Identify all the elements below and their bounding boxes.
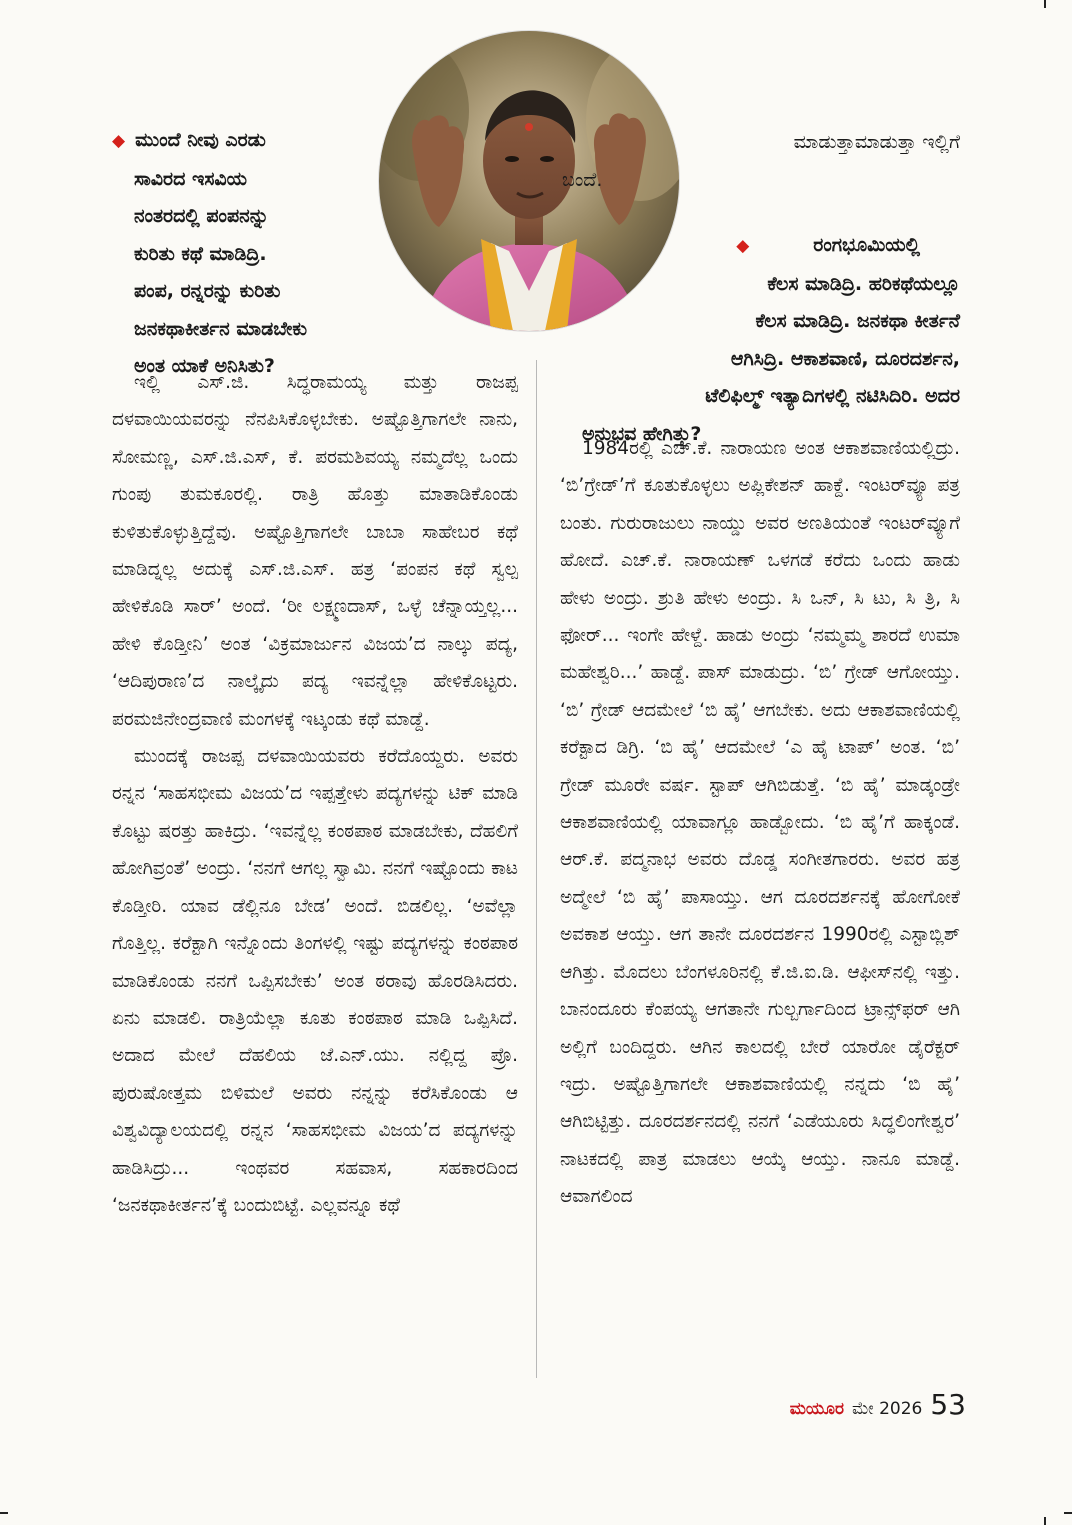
issue-date: ಮೇ 2026 [851,1399,923,1419]
crop-mark-bottom [1044,1517,1046,1525]
answer-1-column [112,364,518,1224]
answer-2-paragraph: 1984ರಲ್ಲಿ ಎಚ್.ಕೆ. ನಾರಾಯಣ ಅಂತ ಆಕಾಶವಾಣಿಯಲ್ಲಿದ್ರು. ‘ಬಿ’ಗ್ರೇಡ್’ಗೆ ಕೂತುಕೊಳ್ಳಲು ಅಪ್ಲಿಕೇಶನ್ ಹಾಕ್ದೆ. ಇಂಟರ್‌ವ್ಯೂ ಪತ್ರ ಬಂತು. ಗುರುರಾಜುಲು ನಾಯ್ಡು ಅವರ ಅಣತಿಯಂತೆ ಇಂಟರ್‌ವ್ಯೂಗೆ ಹೋದೆ. ಎಚ್.ಕೆ. ನಾರಾಯಣ್ ಒಳಗಡೆ ಕರೆದು ಒಂದು ಹಾಡು ಹೇಳು ಅಂದ್ರು. ಶ್ರುತಿ ಹೇಳು ಅಂದ್ರು. ಸಿ ಒನ್, ಸಿ ಟು, ಸಿ ತ್ರಿ, ಸಿ ಫೋರ್... ಇಂಗೇ ಹೇಳ್ದೆ. ಹಾಡು ಅಂದ್ರು ‘ನಮ್ಮಮ್ಮ ಶಾರದೆ ಉಮಾ ಮಹೇಶ್ವರಿ...’ ಹಾಡ್ದೆ. ಪಾಸ್ ಮಾಡುದ್ರು. ‘ಬಿ’ ಗ್ರೇಡ್ ಆಗೋಯ್ತು. ‘ಬಿ’ ಗ್ರೇಡ್ ಆದಮೇಲೆ ‘ಬಿ ಹೈ’ ಆಗಬೇಕು. ಅದು ಆಕಾಶವಾಣಿಯಲ್ಲಿ ಕರೆಕ್ಟಾದ ಡಿಗ್ರಿ. ‘ಬಿ ಹೈ’ ಆದಮೇಲೆ ‘ಎ ಹೈ ಟಾಪ್’ ಅಂತ. ‘ಬಿ’ ಗ್ರೇಡ್ ಮೂರೇ ವರ್ಷ. ಸ್ಟಾಪ್ ಆಗಿಬಿಡುತ್ತೆ. ‘ಬಿ ಹೈ’ ಮಾಡ್ಕಂಡ್ರೇ ಆಕಾಶವಾಣಿಯಲ್ಲಿ ಯಾವಾಗ್ಲೂ ಹಾಡ್ಬೋದು. ‘ಬಿ ಹೈ’ಗೆ ಹಾಕ್ಕಂಡೆ. ಆರ್.ಕೆ. ಪದ್ಮನಾಭ ಅವರು ದೊಡ್ಡ ಸಂಗೀತಗಾರರು. ಅವರ ಹತ್ರ ಅದ್ಮೇಲೆ ‘ಬಿ ಹೈ’ ಪಾಸಾಯ್ತು. ಆಗ ದೂರದರ್ಶನಕ್ಕೆ ಹೋಗೋಕೆ ಅವಕಾಶ ಆಯ್ತು. ಆಗ ತಾನೇ ದೂರದರ್ಶನ 1990ರಲ್ಲಿ ಎಸ್ಟಾಬ್ಲಿಶ್ ಆಗಿತ್ತು. ಮೊದಲು ಬೆಂಗಳೂರಿನಲ್ಲಿ ಕೆ.ಜಿ.ಐ.ಡಿ. ಆಫೀಸ್‌ನಲ್ಲಿ ಇತ್ತು. ಬಾನಂದೂರು ಕೆಂಪಯ್ಯ ಆಗತಾನೇ ಗುಲ್ಬರ್ಗಾದಿಂದ ಟ್ರಾನ್ಸ್‌ಫರ್ ಆಗಿ ಅಲ್ಲಿಗೆ ಬಂದಿದ್ದರು. ಆಗಿನ ಕಾಲದಲ್ಲಿ ಬೇರೆ ಯಾರೋ ಡೈರೆಕ್ಟರ್ ಇದ್ರು. ಅಷ್ಟೊತ್ತಿಗಾಗಲೇ ಆಕಾಶವಾಣಿಯಲ್ಲಿ ನನ್ನದು ‘ಬಿ ಹೈ’ ಆಗಿಬಿಟ್ಟಿತ್ತು. ದೂರದರ್ಶನದಲ್ಲಿ ನನಗೆ ‘ಎಡೆಯೂರು ಸಿದ್ಧಲಿಂಗೇಶ್ವರ’ ನಾಟಕದಲ್ಲಿ ಪಾತ್ರ ಮಾಡಲು ಆಯ್ಕೆ ಆಯ್ತು. ನಾನೂ ಮಾಡ್ದೆ. ಆವಾಗಲಿಂದ [560,438,960,1208]
question-1 [112,122,392,386]
question-2 [560,227,960,453]
column-divider [536,360,537,1378]
question-1-line: ಪಂಪ, ರನ್ನರನ್ನು ಕುರಿತು [134,280,281,302]
question-1-line: ಜನಕಥಾಕೀರ್ತನ ಮಾಡಬೇಕು [134,317,307,340]
question-1-line: ಅಂತ ಯಾಕೆ ಅನಿಸಿತು? [134,355,275,377]
question-1-line: ನಂತರದಲ್ಲಿ ಪಂಪನನ್ನು [134,205,269,227]
diamond-bullet-icon: ◆ [736,236,750,256]
page-number: 53 [930,1388,966,1421]
question-2-line: ಕೆಲಸ ಮಾಡಿದ್ರಿ. ಜನಕಥಾ ಕೀರ್ತನೆ [755,310,960,332]
crop-mark-top [1044,0,1046,8]
question-2-line: ಕೆಲಸ ಮಾಡಿದ್ರಿ. ಹರಿಕಥೆಯಲ್ಲೂ [767,272,960,295]
question-2-line: ಆಗಿಸಿದ್ರಿ. ಆಕಾಶವಾಣಿ, ದೂರದರ್ಶನ, [730,347,960,370]
crop-mark-left [0,1512,8,1514]
answer-1-continuation [560,124,960,199]
page-footer [756,1388,966,1428]
diamond-bullet-icon: ◆ [112,131,126,151]
answer-2-column [560,430,960,1216]
question-1-line: ◆ ಮುಂದೆ ನೀವು ಎರಡು [112,129,266,151]
question-1-line: ಸಾವಿರದ ಇಸವಿಯ [134,167,248,190]
question-2-line: ಟೆಲಿಫಿಲ್ಮ್ ಇತ್ಯಾದಿಗಳಲ್ಲಿ ನಟಿಸಿದಿರಿ. ಅದರ [705,385,960,407]
answer-1-paragraph: ಇಲ್ಲಿ ಎಸ್.ಜಿ. ಸಿದ್ಧರಾಮಯ್ಯ ಮತ್ತು ರಾಜಪ್ಪ ದಳವಾಯಿಯವರನ್ನು ನೆನಪಿಸಿಕೊಳ್ಳಬೇಕು. ಅಷ್ಟೊತ್ತಿಗಾಗಲೇ ನಾನು, ಸೋಮಣ್ಣ, ಎಸ್.ಜಿ.ಎಸ್, ಕೆ. ಪರಮಶಿವಯ್ಯ ನಮ್ಮದೆಲ್ಲ ಒಂದು ಗುಂಪು ತುಮಕೂರಲ್ಲಿ. ರಾತ್ರಿ ಹೊತ್ತು ಮಾತಾಡಿಕೊಂಡು ಕುಳಿತುಕೊಳ್ಳುತ್ತಿದ್ದೆವು. ಅಷ್ಟೊತ್ತಿಗಾಗಲೇ ಬಾಬಾ ಸಾಹೇಬರ ಕಥೆ ಮಾಡಿದ್ನಲ್ಲ ಅದುಕ್ಕೆ ಎಸ್.ಜಿ.ಎಸ್. ಹತ್ರ ‘ಪಂಪನ ಕಥೆ ಸ್ವಲ್ಪ ಹೇಳಿಕೊಡಿ ಸಾರ್’ ಅಂದೆ. ‘ರೀ ಲಕ್ಷ್ಮಣದಾಸ್, ಒಳ್ಳೆ ಚೆನ್ನಾಯ್ತಲ್ಲ... ಹೇಳಿ ಕೊಡ್ತೀನಿ’ ಅಂತ ‘ವಿಕ್ರಮಾರ್ಜುನ ವಿಜಯ’ದ ನಾಲ್ಕು ಪದ್ಯ, ‘ಆದಿಪುರಾಣ’ದ ನಾಲ್ಕೈದು ಪದ್ಯ ಇವನ್ನೆಲ್ಲಾ ಹೇಳಿಕೊಟ್ಟರು. ಪರಮಜಿನೇಂದ್ರವಾಣಿ ಮಂಗಳಕ್ಕೆ ಇಟ್ಕಂಡು ಕಥೆ ಮಾಡ್ದೆ. [112,372,518,730]
question-2-line: ಅನುಭವ ಹೇಗಿತ್ತು? [582,422,702,445]
question-1-line: ಕುರಿತು ಕಥೆ ಮಾಡಿದ್ರಿ. [134,242,267,265]
continuation-line: ಬಂದೆ. [562,168,603,191]
question-2-line: ◆ ರಂಗಭೂಮಿಯಲ್ಲಿ [736,234,920,256]
answer-1-paragraph: ಮುಂದಕ್ಕೆ ರಾಜಪ್ಪ ದಳವಾಯಿಯವರು ಕರೆದೊಯ್ದರು. ಅವರು ರನ್ನನ ‘ಸಾಹಸಭೀಮ ವಿಜಯ’ದ ಇಪ್ಪತ್ತೇಳು ಪದ್ಯಗಳನ್ನು ಟಿಕ್ ಮಾಡಿ ಕೊಟ್ಟು ಷರತ್ತು ಹಾಕಿದ್ರು. ‘ಇವನ್ನೆಲ್ಲ ಕಂಠಪಾಠ ಮಾಡಬೇಕು, ದೆಹಲಿಗೆ ಹೋಗಿವ್ರಂತೆ’ ಅಂದ್ರು. ‘ನನಗೆ ಆಗಲ್ಲ ಸ್ವಾಮಿ. ನನಗೆ ಇಷ್ಟೊಂದು ಕಾಟ ಕೊಡ್ತೀರಿ. ಯಾವ ಡೆಲ್ಲಿನೂ ಬೇಡ’ ಅಂದೆ. ಬಿಡಲಿಲ್ಲ. ‘ಅವೆಲ್ಲಾ ಗೊತ್ತಿಲ್ಲ. ಕರೆಕ್ಟಾಗಿ ಇನ್ನೊಂದು ತಿಂಗಳಲ್ಲಿ ಇಷ್ಟು ಪದ್ಯಗಳನ್ನು ಕಂಠಪಾಠ ಮಾಡಿಕೊಂಡು ನನಗೆ ಒಪ್ಪಿಸಬೇಕು’ ಅಂತ ಠರಾವು ಹೊರಡಿಸಿದರು. ಏನು ಮಾಡಲಿ. ರಾತ್ರಿಯೆಲ್ಲಾ ಕೂತು ಕಂಠಪಾಠ ಮಾಡಿ ಒಪ್ಪಿಸಿದೆ. ಅದಾದ ಮೇಲೆ ದೆಹಲಿಯ ಜೆ.ಎನ್.ಯು. ನಲ್ಲಿದ್ದ ಪ್ರೊ. ಪುರುಷೋತ್ತಮ ಬಿಳಿಮಲೆ ಅವರು ನನ್ನನ್ನು ಕರೆಸಿಕೊಂಡು ಆ ವಿಶ್ವವಿದ್ಯಾಲಯದಲ್ಲಿ ರನ್ನನ ‘ಸಾಹಸಭೀಮ ವಿಜಯ’ದ ಪದ್ಯಗಳನ್ನು ಹಾಡಿಸಿದ್ರು... ಇಂಥವರ ಸಹವಾಸ, ಸಹಕಾರದಿಂದ ‘ಜನಕಥಾಕೀರ್ತನ’ಕ್ಕೆ ಬಂದುಬಿಟ್ಟೆ. ಎಲ್ಲವನ್ನೂ ಕಥೆ [112,746,518,1216]
continuation-line: ಮಾಡುತ್ತಾಮಾಡುತ್ತಾ ಇಲ್ಲಿಗೆ [793,131,960,153]
crop-mark-right [1064,1512,1072,1514]
magazine-logo: ಮಯೂರ [789,1399,844,1419]
